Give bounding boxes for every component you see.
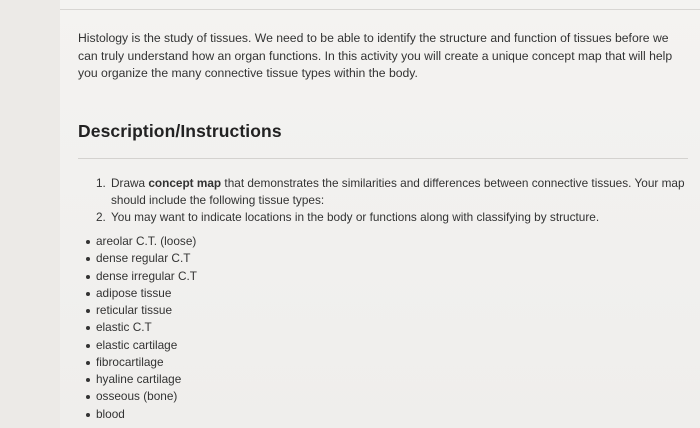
list-item	[84, 371, 197, 388]
tissue-list	[84, 233, 197, 423]
instruction-text-lead: Drawa	[111, 176, 149, 190]
instruction-item	[96, 209, 686, 226]
list-item	[84, 233, 197, 250]
bullet-icon	[86, 395, 90, 399]
tissue-label: dense regular C.T	[96, 251, 191, 266]
list-item	[84, 337, 197, 354]
instruction-list	[96, 175, 686, 226]
bullet-icon	[86, 326, 90, 330]
bullet-icon	[86, 378, 90, 382]
tissue-label: osseous (bone)	[96, 389, 178, 404]
bullet-icon	[86, 309, 90, 313]
bullet-icon	[86, 413, 90, 417]
bullet-icon	[86, 240, 90, 244]
list-item	[84, 388, 197, 405]
list-item	[84, 302, 197, 319]
tissue-label: fibrocartilage	[96, 354, 164, 369]
list-item	[84, 406, 197, 423]
list-item	[84, 250, 197, 267]
list-item	[84, 319, 197, 336]
bullet-icon	[86, 292, 90, 296]
bullet-icon	[86, 344, 90, 348]
instruction-number: 2.	[96, 210, 106, 224]
list-item	[84, 285, 197, 302]
section-divider	[78, 158, 688, 159]
concept-map-term: concept map	[148, 176, 222, 190]
tissue-label: reticular tissue	[96, 303, 173, 317]
top-divider	[60, 9, 700, 10]
bullet-icon	[86, 275, 90, 279]
tissue-label: adipose tissue	[96, 285, 172, 300]
instruction-item	[96, 175, 686, 209]
tissue-label: dense irregular C.T	[96, 268, 197, 283]
section-heading: Description/Instructions	[78, 121, 282, 141]
list-item	[84, 268, 197, 285]
tissue-label: elastic cartilage	[96, 337, 178, 352]
bullet-icon	[86, 257, 90, 261]
tissue-label: hyaline cartilage	[96, 372, 182, 386]
instruction-text-rest: that demonstrates the similarities and differences between connective tissues. Your map should include the following tissue types:	[111, 176, 685, 207]
intro-paragraph: Histology is the study of tissues. We need to be able to identify the structure and function of tissues before we can truly understand how an organ functions. In this activity you will create a unique concept map that will help you organize the many connective tissue types within the body.	[78, 31, 673, 81]
list-item	[84, 354, 197, 371]
tissue-label: areolar C.T. (loose)	[96, 234, 197, 248]
instruction-text: You may want to indicate locations in the body or functions along with classifying by structure.	[111, 210, 600, 224]
tissue-label: elastic C.T	[96, 320, 152, 335]
bullet-icon	[86, 361, 90, 365]
tissue-label: blood	[96, 406, 125, 421]
instruction-number: 1.	[96, 176, 106, 190]
